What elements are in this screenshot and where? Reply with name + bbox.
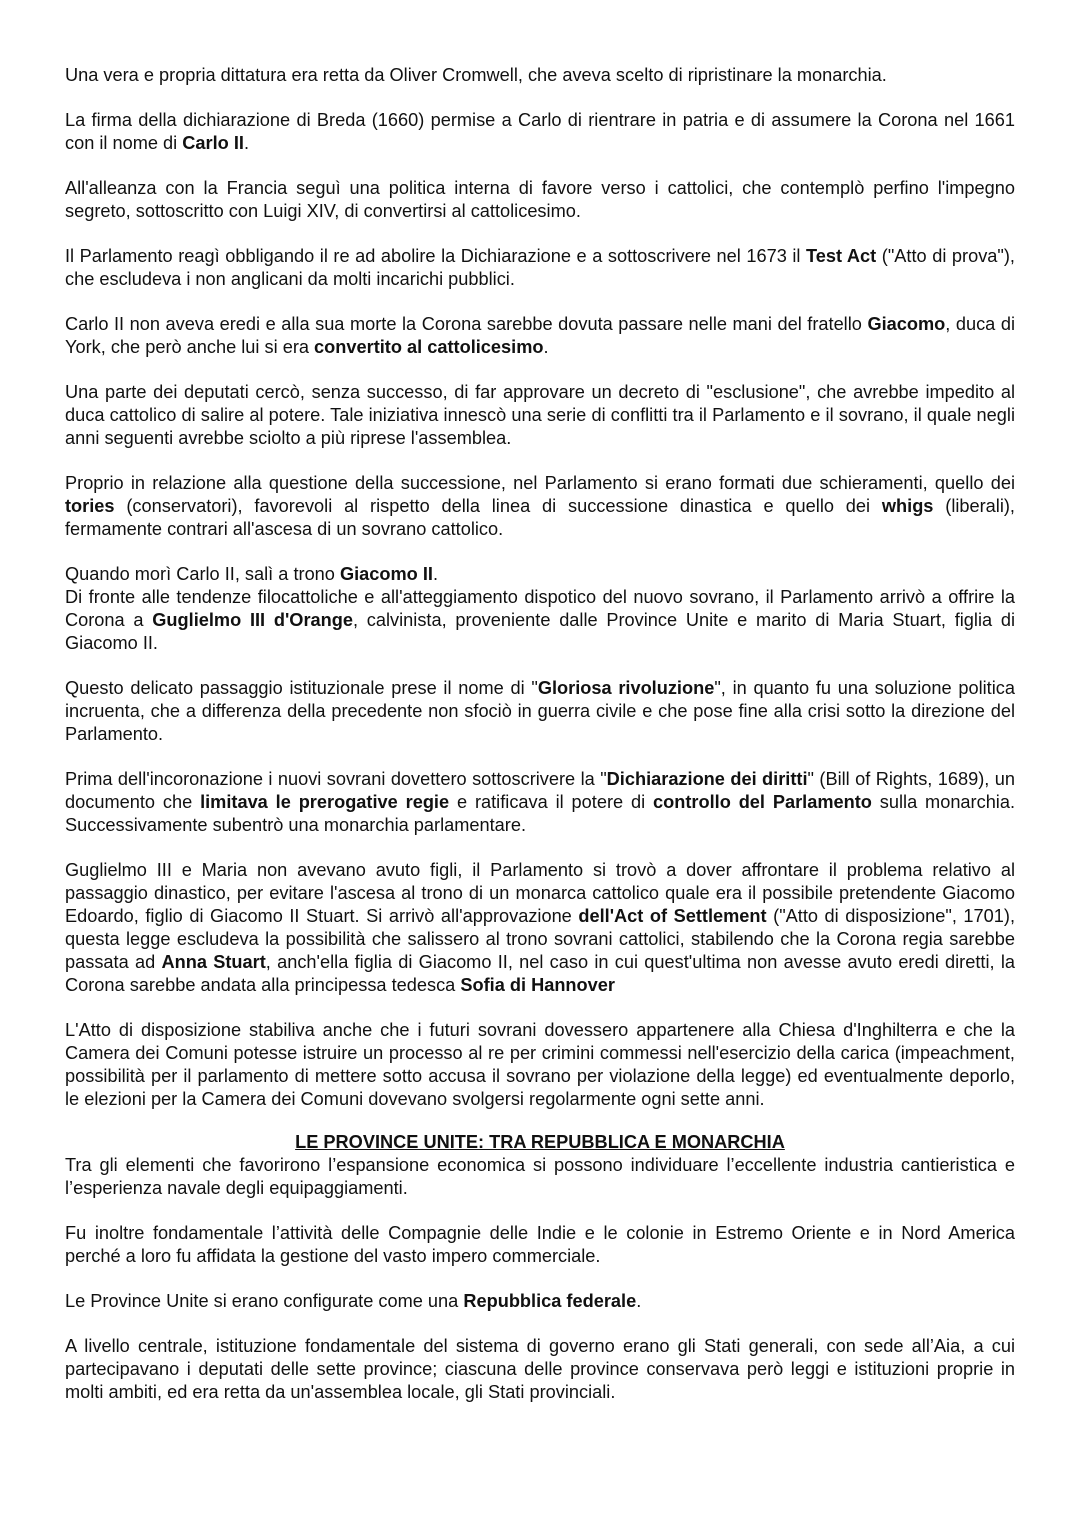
text-run: Proprio in relazione alla questione della successione, nel Parlamento si erano formati due schieramenti, quello dei <box>65 473 1015 493</box>
bold-term: Repubblica federale <box>463 1291 637 1311</box>
bold-term: Sofia di Hannover <box>460 975 615 995</box>
text-run: , duca di York, che però anche lui si era <box>65 314 1015 357</box>
text-run: . <box>636 1291 642 1311</box>
text-run: ", in quanto fu una soluzione politica incruenta, che a differenza della precedente non sfociò in guerra civile e che pose fine alla crisi sotto la direzione del Parlamento. <box>65 678 1015 744</box>
text-run: Le Province Unite si erano configurate come una <box>65 1291 464 1311</box>
text-run: Una parte dei deputati cercò, senza successo, di far approvare un decreto di "esclusione", che avrebbe impedito al duca cattolico di salire al potere. Tale iniziativa innescò una serie di conflitti tra il Parlamento e il sovrano, il quale negli anni seguenti avrebbe sciolto a più riprese l'assemblea. <box>65 382 1015 448</box>
text-run: ("Atto di prova"), che escludeva i non anglicani da molti incarichi pubblici. <box>65 246 1015 289</box>
bold-term: Gloriosa rivoluzione <box>537 678 715 698</box>
paragraph-act-of-settlement <box>65 859 1015 997</box>
text-run: Carlo II non aveva eredi e alla sua morte la Corona sarebbe dovuta passare nelle mani del fratello <box>65 314 868 334</box>
bold-term: Carlo II <box>182 133 244 153</box>
text-run: Prima dell'incoronazione i nuovi sovrani dovettero sottoscrivere la " <box>65 769 607 789</box>
bold-term: Dichiarazione dei diritti <box>606 769 808 789</box>
text-run: Il Parlamento reagì obbligando il re ad abolire la Dichiarazione e a sottoscrivere nel 1673 il <box>65 246 806 266</box>
paragraph-repubblica-federale <box>65 1290 1015 1313</box>
paragraph-stati-generali <box>65 1335 1015 1404</box>
paragraph-atto-disposizione <box>65 1019 1015 1111</box>
paragraph-guglielmo-orange <box>65 586 1015 655</box>
bold-term: controllo del Parlamento <box>653 792 872 812</box>
text-run: (liberali), fermamente contrari all'ascesa di un sovrano cattolico. <box>65 496 1015 539</box>
text-run: Una vera e propria dittatura era retta da Oliver Cromwell, che aveva scelto di ripristinare la monarchia. <box>65 65 887 85</box>
text-run: Guglielmo III e Maria non avevano avuto figli, il Parlamento si trovò a dover affrontare il problema relativo al passaggio dinastico, per evitare l'ascesa al trono di un monarca cattolico quale era il possibile pretendente Giacomo Edoardo, figlio di Giacomo II Stuart. Si arrivò all'approvazione <box>65 860 1015 926</box>
text-run: L'Atto di disposizione stabiliva anche che i futuri sovrani dovessero appartenere alla Chiesa d'Inghilterra e che la Camera dei Comuni potesse istruire un processo al re per crimini commessi nell'esercizio della carica (impeachment, possibilità per il parlamento di mettere sotto accusa il sovrano per violazione della legge) ed eventualmente deporlo, le elezioni per la Camera dei Comuni dovevano svolgersi regolarmente ogni sette anni. <box>65 1020 1015 1109</box>
paragraph-esclusione <box>65 381 1015 450</box>
text-run: Quando morì Carlo II, salì a trono <box>65 564 340 584</box>
bold-term: Giacomo <box>867 314 946 334</box>
text-run: , calvinista, proveniente dalle Province Unite e marito di Maria Stuart, figlia di Giacomo II. <box>65 610 1016 653</box>
text-run: e ratificava il potere di <box>449 792 654 812</box>
paragraph-alleanza-francia <box>65 177 1015 223</box>
paragraph-compagnie-indie <box>65 1222 1015 1268</box>
bold-term: limitava le prerogative regie <box>200 792 450 812</box>
text-run: . <box>243 133 249 153</box>
paragraph-cromwell <box>65 64 1015 87</box>
paragraph-gloriosa-rivoluzione <box>65 677 1015 746</box>
paragraph-tories-whigs <box>65 472 1015 541</box>
text-run: La firma della dichiarazione di Breda (1660) permise a Carlo di rientrare in patria e di assumere la Corona nel 1661 con il nome di <box>65 110 1015 153</box>
text-run: Tra gli elementi che favorirono l’espansione economica si possono individuare l’eccellente industria cantieristica e l’esperienza navale degli equipaggiamenti. <box>65 1155 1015 1198</box>
paragraph-espansione-economica <box>65 1154 1015 1200</box>
bold-term: Test Act <box>806 246 877 266</box>
text-run: . <box>543 337 549 357</box>
text-run: , anch'ella figlia di Giacomo II, nel caso in cui quest'ultima non avesse avuto eredi diretti, la Corona sarebbe andata alla principessa tedesca <box>65 952 1015 995</box>
text-run: All'alleanza con la Francia seguì una politica interna di favore verso i cattolici, che contemplò perfino l'impegno segreto, sottoscritto con Luigi XIV, di convertirsi al cattolicesimo. <box>65 178 1015 221</box>
paragraph-test-act <box>65 245 1015 291</box>
document-page <box>65 64 1015 1426</box>
text-run: sulla monarchia. Successivamente subentrò una monarchia parlamentare. <box>65 792 1016 835</box>
text-run: Questo delicato passaggio istituzionale prese il nome di " <box>65 678 538 698</box>
paragraph-giacomo-successione <box>65 313 1015 359</box>
text-run: " (Bill of Rights, 1689), un documento che <box>65 769 1015 812</box>
bold-term: Anna Stuart <box>161 952 266 972</box>
bold-term: convertito al cattolicesimo <box>314 337 544 357</box>
text-run: . <box>432 564 439 584</box>
bold-term: Guglielmo III d'Orange <box>152 610 353 630</box>
text-run: A livello centrale, istituzione fondamentale del sistema di governo erano gli Stati generali, con sede all’Aia, a cui partecipavano i deputati delle sette province; ciascuna delle province conservava però leggi e istituzioni proprie in molti ambiti, ed era retta da un'assemblea locale, gli Stati provinciali. <box>65 1336 1015 1402</box>
text-run: ("Atto di disposizione", 1701), questa legge escludeva la possibilità che salissero al trono sovrani cattolici, stabilendo che la Corona regia sarebbe passata ad <box>65 906 1015 972</box>
bold-term: whigs <box>881 496 934 516</box>
text-run: (conservatori), favorevoli al rispetto della linea di successione dinastica e quello dei <box>114 496 882 516</box>
section-heading: LE PROVINCE UNITE: TRA REPUBBLICA E MONARCHIA <box>295 1132 785 1152</box>
paragraph-bill-of-rights <box>65 768 1015 837</box>
bold-term: Giacomo II <box>339 564 433 584</box>
paragraph-breda <box>65 109 1015 155</box>
text-run: Di fronte alle tendenze filocattoliche e all'atteggiamento dispotico del nuovo sovrano, il Parlamento arrivò a offrire la Corona a <box>65 587 1015 630</box>
text-run: Fu inoltre fondamentale l’attività delle Compagnie delle Indie e le colonie in Estremo Oriente e in Nord America perché a loro fu affidata la gestione del vasto impero commerciale. <box>65 1223 1015 1266</box>
paragraph-giacomo-ii <box>65 563 1015 586</box>
bold-term: dell'Act of Settlement <box>578 906 767 926</box>
bold-term: tories <box>65 496 115 516</box>
